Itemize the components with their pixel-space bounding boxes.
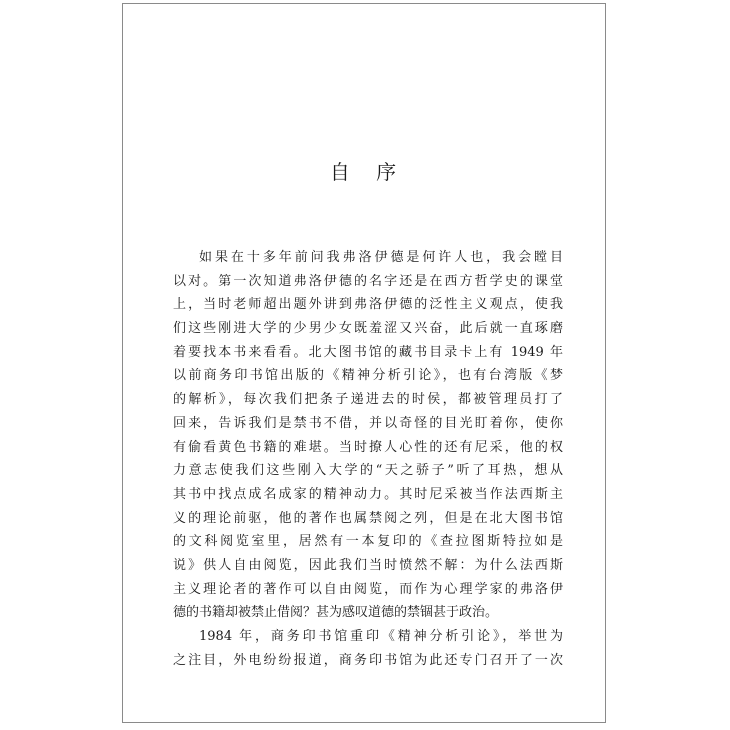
text-line: 德的书籍却被禁止借阅？甚为感叹道德的禁锢甚于政治。 bbox=[173, 605, 499, 621]
text-line: 如果在十多年前问我弗洛伊德是何许人也，我会瞠目 bbox=[199, 250, 563, 265]
text-line: 1984 年，商务印书馆重印《精神分析引论》，举世为 bbox=[199, 629, 563, 644]
body-text bbox=[173, 246, 563, 672]
text-line: 着要找本书来看看。北大图书馆的藏书目录卡上有 1949 年 bbox=[173, 344, 563, 360]
text-line: 义的理论前驱，他的著作也属禁阅之列，但是在北大图书馆 bbox=[173, 510, 563, 526]
text-line: 之注目，外电纷纷报道，商务印书馆为此还专门召开了一次 bbox=[173, 652, 563, 668]
page-title: 自 序 bbox=[329, 160, 407, 184]
text-line: 回来，告诉我们是禁书不借，并以奇怪的目光盯着你，使你 bbox=[173, 415, 563, 431]
text-line: 的解析》，每次我们把条子递进去的时侯，都被管理员打了 bbox=[173, 392, 563, 408]
text-line: 力意志使我们这些刚入大学的“天之骄子”听了耳热，想从 bbox=[173, 463, 563, 479]
text-line: 以对。第一次知道弗洛伊德的名字还是在西方哲学史的课堂 bbox=[173, 273, 563, 289]
text-line: 上，当时老师超出题外讲到弗洛伊德的泛性主义观点，使我 bbox=[173, 297, 563, 313]
text-line: 主义理论者的著作可以自由阅览，而作为心理学家的弗洛伊 bbox=[173, 581, 563, 597]
text-line: 有偷看黄色书籍的难堪。当时撩人心性的还有尼采，他的权 bbox=[173, 439, 563, 455]
book-page bbox=[122, 3, 606, 723]
text-line: 说》供人自由阅览，因此我们当时愤然不解：为什么法西斯 bbox=[173, 557, 563, 573]
text-line: 们这些刚进大学的少男少女既羞涩又兴奋，此后就一直琢磨 bbox=[173, 321, 563, 337]
text-line: 其书中找点成名成家的精神动力。其时尼采被当作法西斯主 bbox=[173, 486, 563, 502]
text-line: 的文科阅览室里，居然有一本复印的《查拉图斯特拉如是 bbox=[173, 534, 563, 550]
text-line: 以前商务印书馆出版的《精神分析引论》，也有台湾版《梦 bbox=[173, 368, 563, 384]
